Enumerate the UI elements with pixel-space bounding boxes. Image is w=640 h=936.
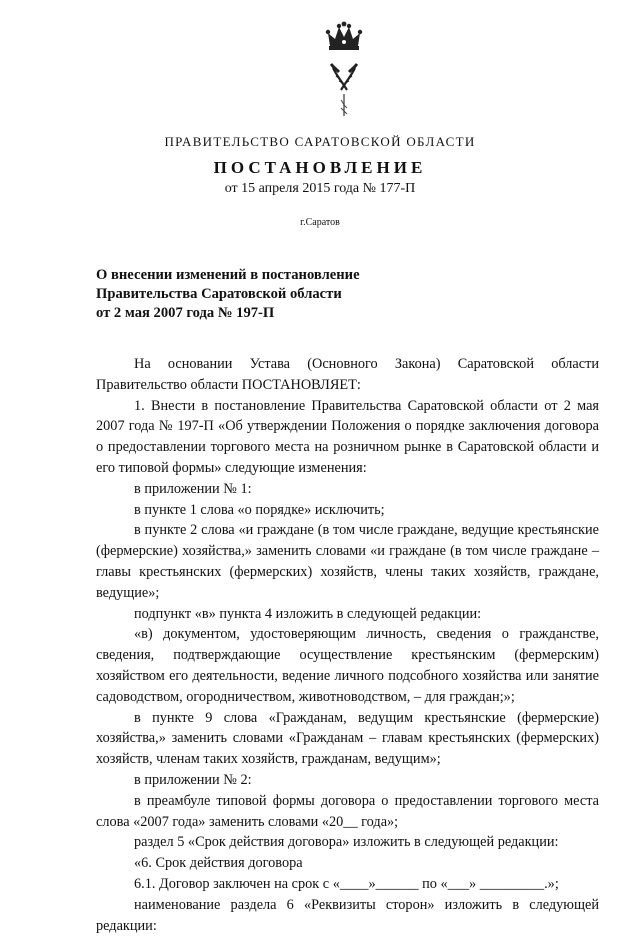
government-name: ПРАВИТЕЛЬСТВО САРАТОВСКОЙ ОБЛАСТИ — [164, 134, 476, 149]
subject-line: О внесении изменений в постановление — [96, 267, 360, 283]
document-type: ПОСТАНОВЛЕНИЕ — [213, 158, 427, 177]
body-paragraph: На основании Устава (Основного Закона) Саратовской области Правительство области ПОСТАНОВЛЯЕТ: — [96, 356, 599, 393]
body-paragraph: «6. Срок действия договора — [134, 855, 303, 872]
body-paragraph: в пункте 2 слова «и граждане (в том числе граждане, ведущие крестьянские (фермерские) хозяйства,» заменить словами «и граждане (в том числе граждане – главы крестьянских (фермерских) хозяйств, члены таких хозяйств, граждане, ведущие»; — [96, 522, 599, 601]
document-city: г.Саратов — [300, 217, 340, 228]
body-paragraph: наименование раздела 6 «Реквизиты сторон» изложить в следующей редакции: — [96, 896, 599, 934]
document-body — [96, 354, 599, 936]
document-date-number: от 15 апреля 2015 года № 177-П — [224, 181, 416, 196]
body-paragraph: в приложении № 1: — [134, 480, 252, 497]
body-paragraph: 6.1. Договор заключен на срок с «____»______ по «___» _________.»; — [134, 875, 559, 892]
body-paragraph: 1. Внести в постановление Правительства Саратовской области от 2 мая 2007 года № 197-П «Об утверждении Положения о порядке заключения договора о предоставлении торгового места на розничном рынке в Саратовской области и его типовой формы» следующие изменения: — [96, 397, 599, 476]
body-paragraph: подпункт «в» пункта 4 изложить в следующей редакции: — [134, 605, 482, 622]
body-paragraph: раздел 5 «Срок действия договора» изложить в следующей редакции: — [134, 834, 559, 851]
body-paragraph: в преамбуле типовой формы договора о предоставлении торгового места слова «2007 года» заменить словами «20__ года»; — [96, 792, 599, 830]
subject-line: Правительства Саратовской области — [96, 286, 342, 302]
body-paragraph: в пункте 9 слова «Гражданам, ведущим крестьянские (фермерские) хозяйства,» заменить словами «Гражданам – главам крестьянских (фермерских) хозяйств, членам таких хозяйств, гражданам, ведущим»; — [96, 709, 599, 768]
body-paragraph: в приложении № 2: — [134, 771, 252, 788]
body-paragraph: в пункте 1 слова «о порядке» исключить; — [134, 501, 385, 518]
body-paragraph: «в) документом, удостоверяющим личность, сведения о гражданстве, сведения, подтверждающие осуществление крестьянским (фермерским) хозяйством его деятельности, ведение личного подсобного хозяйства или занятие садоводством, огородничеством, животноводством, – для граждан;»; — [96, 626, 599, 705]
saratov-crown-emblem-icon — [316, 16, 372, 122]
document-subject — [96, 266, 360, 323]
subject-line: от 2 мая 2007 года № 197-П — [96, 305, 275, 321]
